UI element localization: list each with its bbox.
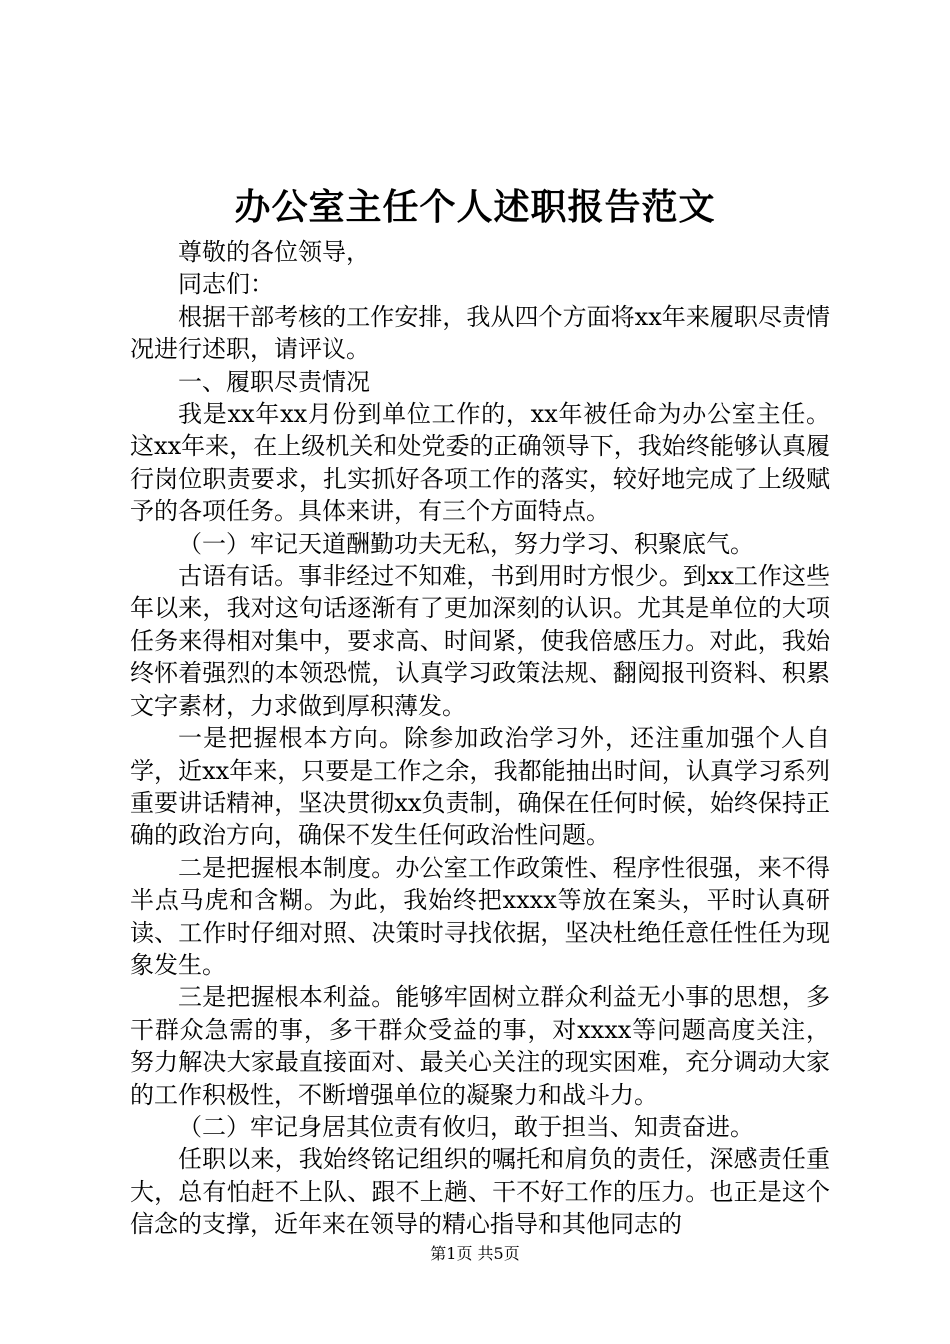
subsection-heading-2: （二）牢记身居其位责有攸归，敢于担当、知责奋进。 xyxy=(178,1112,754,1141)
document-body xyxy=(130,236,830,1241)
page-footer: 第1页 共5页 xyxy=(430,1244,520,1263)
body-paragraph: 古语有话。事非经过不知难，书到用时方恨少。到xx工作这些年以来，我对这句话逐渐有了更加深刻的认识。尤其是单位的大项任务来得相对集中，要求高、时间紧，使我倍感压力。对此，我始终怀着强烈的本领恐慌，认真学习政策法规、翻阅报刊资料、积累文字素材，力求做到厚积薄发。 xyxy=(130,562,830,720)
body-paragraph: 三是把握根本利益。能够牢固树立群众利益无小事的思想，多干群众急需的事，多干群众受益的事，对xxxx等问题高度关注，努力解决大家最直接面对、最关心关注的现实困难，充分调动大家的工作积极性，不断增强单位的凝聚力和战斗力。 xyxy=(130,983,830,1109)
salutation-line-2: 同志们： xyxy=(178,270,274,299)
body-paragraph: 任职以来，我始终铭记组织的嘱托和肩负的责任，深感责任重大，总有怕赶不上队、跟不上趟、干不好工作的压力。也正是这个信念的支撑，近年来在领导的精心指导和其他同志的 xyxy=(130,1145,830,1239)
document-title: 办公室主任个人述职报告范文 xyxy=(234,186,716,228)
intro-paragraph: 根据干部考核的工作安排，我从四个方面将xx年来履职尽责情况进行述职，请评议。 xyxy=(130,302,830,364)
salutation-line-1: 尊敬的各位领导， xyxy=(178,238,370,266)
subsection-heading-1: （一）牢记天道酬勤功夫无私，努力学习、积聚底气。 xyxy=(178,529,754,558)
body-paragraph: 我是xx年xx月份到单位工作的，xx年被任命为办公室主任。这xx年来，在上级机关和处党委的正确领导下，我始终能够认真履行岗位职责要求，扎实抓好各项工作的落实，较好地完成了上级赋予的各项任务。具体来讲，有三个方面特点。 xyxy=(130,400,830,526)
body-paragraph: 二是把握根本制度。办公室工作政策性、程序性很强，来不得半点马虎和含糊。为此，我始终把xxxx等放在案头，平时认真研读、工作时仔细对照、决策时寻找依据，坚决杜绝任意任性任为现象发生。 xyxy=(130,853,830,979)
section-heading-1: 一、履职尽责情况 xyxy=(178,367,370,396)
body-paragraph: 一是把握根本方向。除参加政治学习外，还注重加强个人自学，近xx年来，只要是工作之余，我都能抽出时间，认真学习系列重要讲话精神，坚决贯彻xx负责制，确保在任何时候，始终保持正确的政治方向，确保不发生任何政治性问题。 xyxy=(130,724,830,850)
